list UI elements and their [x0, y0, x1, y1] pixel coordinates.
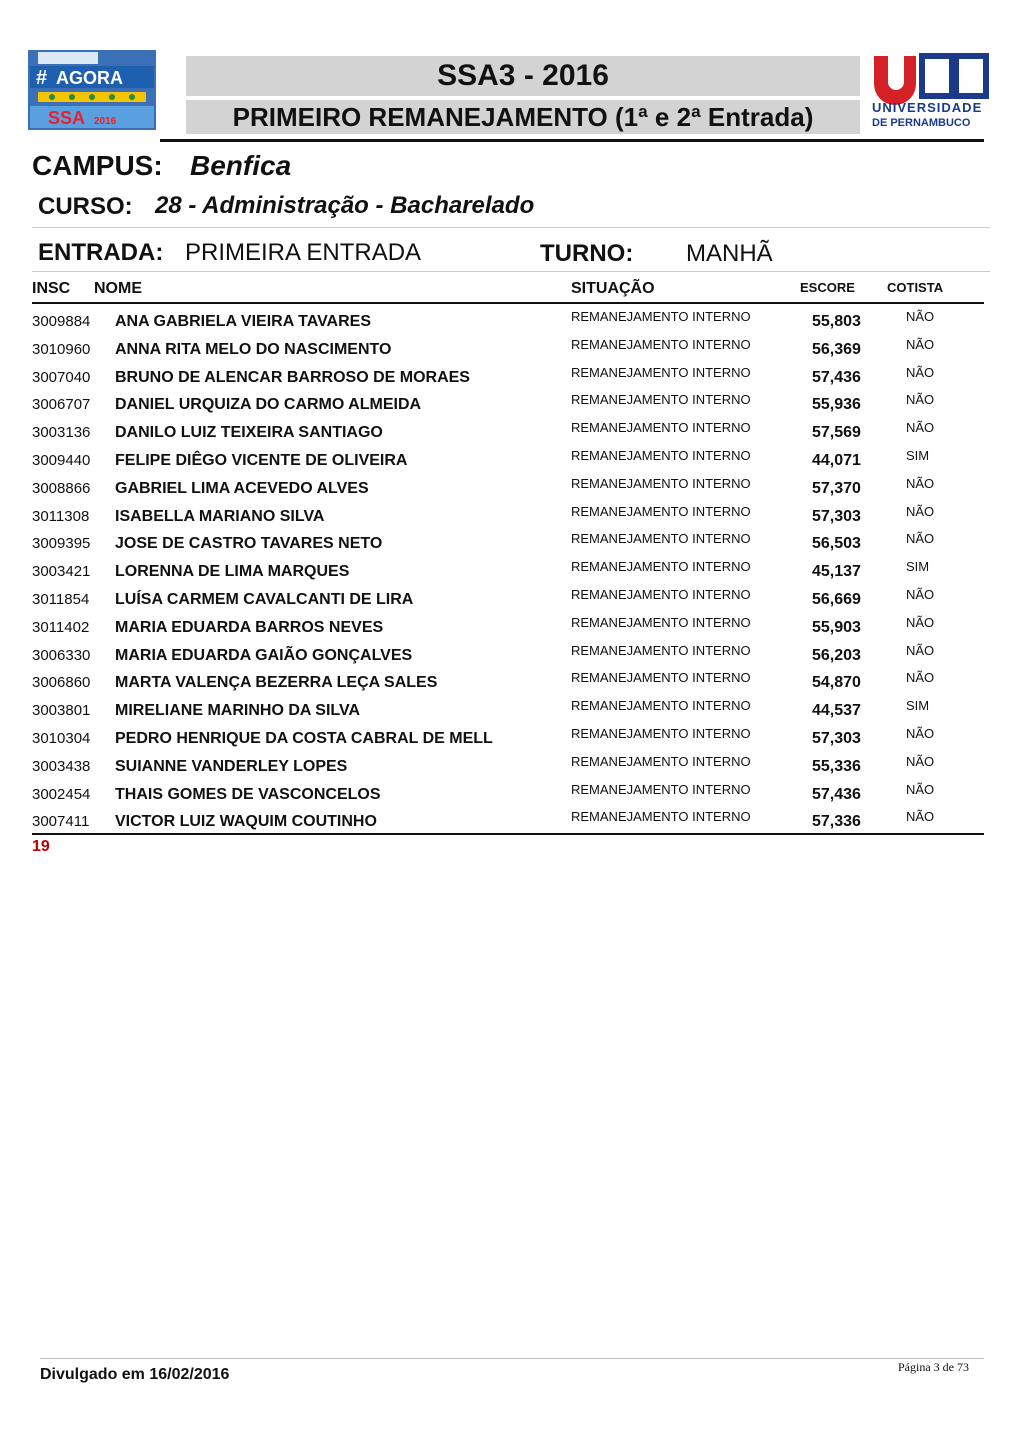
cell-nome: PEDRO HENRIQUE DA COSTA CABRAL DE MELL — [115, 729, 493, 747]
cell-insc: 3010960 — [32, 340, 91, 358]
table-header-divider — [32, 302, 984, 304]
svg-text:UNIVERSIDADE: UNIVERSIDADE — [872, 100, 983, 115]
cell-nome: MARIA EDUARDA BARROS NEVES — [115, 618, 384, 636]
cell-insc: 3011308 — [32, 507, 90, 525]
turno-value: MANHÃ — [686, 240, 773, 267]
table-row — [0, 556, 1024, 584]
cell-nome: ANNA RITA MELO DO NASCIMENTO — [115, 340, 392, 358]
table-row — [0, 334, 1024, 362]
cell-escore: 57,303 — [812, 729, 861, 747]
document-title: SSA3 - 2016 — [186, 56, 860, 96]
cell-insc: 3007040 — [32, 368, 91, 386]
cell-nome: BRUNO DE ALENCAR BARROSO DE MORAES — [115, 368, 470, 386]
page-number: Página 3 de 73 — [898, 1360, 969, 1374]
cell-nome: MARTA VALENÇA BEZERRA LEÇA SALES — [115, 674, 438, 692]
cell-escore: 56,669 — [812, 590, 861, 608]
cell-escore: 44,071 — [812, 451, 861, 469]
cell-cotista: NÃO — [906, 670, 935, 686]
cell-escore: 57,569 — [812, 424, 861, 442]
cell-nome: DANILO LUIZ TEIXEIRA SANTIAGO — [115, 424, 383, 442]
cell-insc: 3003801 — [32, 702, 91, 720]
cell-nome: THAIS GOMES DE VASCONCELOS — [115, 785, 381, 803]
svg-text:AGORA: AGORA — [56, 68, 123, 88]
cell-escore: 45,137 — [812, 563, 861, 581]
column-header-insc: INSC — [32, 280, 71, 297]
cell-situacao: REMANEJAMENTO INTERNO — [571, 670, 751, 686]
published-date: Divulgado em 16/02/2016 — [40, 1366, 230, 1383]
table-row — [0, 667, 1024, 695]
cell-escore: 57,336 — [812, 813, 861, 831]
cell-insc: 3009440 — [32, 451, 91, 469]
cell-situacao: REMANEJAMENTO INTERNO — [571, 364, 751, 380]
cell-nome: MARIA EDUARDA GAIÃO GONÇALVES — [115, 646, 413, 664]
cell-cotista: NÃO — [906, 531, 935, 547]
table-row — [0, 389, 1024, 417]
cell-insc: 3008866 — [32, 479, 91, 497]
cell-escore: 55,903 — [812, 618, 861, 636]
table-row — [0, 779, 1024, 807]
entrada-value: PRIMEIRA ENTRADA — [185, 239, 422, 266]
svg-text:2016: 2016 — [94, 116, 117, 127]
entrada-label: ENTRADA: — [38, 239, 164, 266]
cell-cotista: NÃO — [906, 642, 935, 658]
ssa-agora-logo — [28, 50, 156, 130]
cell-escore: 55,803 — [812, 313, 861, 330]
cell-situacao: REMANEJAMENTO INTERNO — [571, 503, 751, 519]
table-bottom-divider — [32, 833, 984, 835]
table-row — [0, 417, 1024, 445]
table-row — [0, 640, 1024, 668]
svg-text:SSA: SSA — [48, 108, 86, 128]
svg-text:DE PERNAMBUCO: DE PERNAMBUCO — [872, 117, 971, 128]
divider — [32, 227, 990, 228]
cell-insc: 3003421 — [32, 563, 91, 581]
cell-situacao: REMANEJAMENTO INTERNO — [571, 475, 751, 491]
svg-text:#: # — [36, 67, 48, 89]
cell-cotista: NÃO — [906, 614, 935, 630]
cell-situacao: REMANEJAMENTO INTERNO — [571, 336, 751, 352]
campus-label: CAMPUS: — [32, 150, 163, 181]
table-row — [0, 362, 1024, 390]
cell-escore: 56,203 — [812, 646, 861, 664]
footer-divider — [40, 1358, 984, 1359]
curso-label: CURSO: — [38, 193, 133, 220]
cell-situacao: REMANEJAMENTO INTERNO — [571, 392, 751, 408]
cell-insc: 3011402 — [32, 618, 90, 636]
cell-nome: DANIEL URQUIZA DO CARMO ALMEIDA — [115, 396, 422, 414]
cell-cotista: NÃO — [906, 309, 935, 324]
cell-situacao: REMANEJAMENTO INTERNO — [571, 725, 751, 741]
cell-cotista: NÃO — [906, 725, 935, 741]
cell-situacao: REMANEJAMENTO INTERNO — [571, 642, 751, 658]
cell-nome: GABRIEL LIMA ACEVEDO ALVES — [115, 479, 369, 497]
cell-cotista: SIM — [906, 559, 930, 575]
cell-escore: 56,369 — [812, 340, 861, 358]
table-row — [0, 445, 1024, 473]
cell-escore: 55,336 — [812, 757, 861, 775]
curso-value: 28 - Administração - Bacharelado — [155, 192, 535, 219]
cell-situacao: REMANEJAMENTO INTERNO — [571, 309, 751, 324]
cell-insc: 3002454 — [32, 785, 91, 803]
cell-insc: 3003136 — [32, 424, 91, 442]
cell-situacao: REMANEJAMENTO INTERNO — [571, 420, 751, 436]
cell-insc: 3006707 — [32, 396, 91, 414]
column-header-nome: NOME — [94, 280, 142, 297]
cell-cotista: NÃO — [906, 503, 935, 519]
cell-insc: 3007411 — [32, 813, 90, 831]
cell-nome: SUIANNE VANDERLEY LOPES — [115, 757, 348, 775]
document-subtitle: PRIMEIRO REMANEJAMENTO (1ª e 2ª Entrada) — [186, 100, 860, 134]
cell-situacao: REMANEJAMENTO INTERNO — [571, 753, 751, 769]
cell-nome: MIRELIANE MARINHO DA SILVA — [115, 702, 361, 720]
cell-cotista: NÃO — [906, 586, 935, 602]
cell-insc: 3009395 — [32, 535, 91, 553]
table-row — [0, 612, 1024, 640]
cell-cotista: NÃO — [906, 809, 935, 825]
header-divider — [160, 139, 984, 142]
cell-cotista: NÃO — [906, 753, 935, 769]
table-row — [0, 501, 1024, 529]
cell-cotista: NÃO — [906, 364, 935, 380]
cell-cotista: NÃO — [906, 420, 935, 436]
cell-nome: VICTOR LUIZ WAQUIM COUTINHO — [115, 813, 377, 831]
cell-nome: FELIPE DIÊGO VICENTE DE OLIVEIRA — [115, 451, 408, 469]
cell-insc: 3009884 — [32, 313, 91, 330]
table-row — [0, 695, 1024, 723]
cell-escore: 56,503 — [812, 535, 861, 553]
table-row — [0, 751, 1024, 779]
cell-insc: 3003438 — [32, 757, 91, 775]
cell-escore: 57,436 — [812, 785, 861, 803]
cell-insc: 3006330 — [32, 646, 91, 664]
column-header-situacao: SITUAÇÃO — [571, 280, 655, 297]
cell-insc: 3011854 — [32, 590, 90, 608]
turno-label: TURNO: — [540, 240, 634, 267]
cell-cotista: NÃO — [906, 781, 935, 797]
cell-escore: 57,436 — [812, 368, 861, 386]
cell-situacao: REMANEJAMENTO INTERNO — [571, 447, 751, 463]
cell-escore: 54,870 — [812, 674, 861, 692]
cell-insc: 3010304 — [32, 729, 91, 747]
cell-situacao: REMANEJAMENTO INTERNO — [571, 531, 751, 547]
campus-value: Benfica — [190, 150, 292, 181]
cell-escore: 57,303 — [812, 507, 861, 525]
cell-escore: 44,537 — [812, 702, 861, 720]
table-row — [0, 528, 1024, 556]
cell-insc: 3006860 — [32, 674, 91, 692]
table-row — [0, 723, 1024, 751]
table-row — [0, 584, 1024, 612]
cell-cotista: NÃO — [906, 336, 935, 352]
cell-cotista: SIM — [906, 447, 930, 463]
column-header-cotista: COTISTA — [887, 280, 944, 295]
cell-situacao: REMANEJAMENTO INTERNO — [571, 586, 751, 602]
total-count: 19 — [32, 838, 50, 855]
cell-situacao: REMANEJAMENTO INTERNO — [571, 809, 751, 825]
cell-escore: 57,370 — [812, 479, 861, 497]
table-row — [0, 473, 1024, 501]
cell-cotista: NÃO — [906, 475, 935, 491]
cell-nome: ANA GABRIELA VIEIRA TAVARES — [115, 313, 372, 330]
cell-situacao: REMANEJAMENTO INTERNO — [571, 559, 751, 575]
cell-situacao: REMANEJAMENTO INTERNO — [571, 614, 751, 630]
table-row — [0, 806, 1024, 834]
cell-cotista: SIM — [906, 698, 930, 714]
results-table — [0, 306, 1024, 834]
cell-cotista: NÃO — [906, 392, 935, 408]
cell-nome: LORENNA DE LIMA MARQUES — [115, 563, 350, 581]
cell-escore: 55,936 — [812, 396, 861, 414]
cell-nome: ISABELLA MARIANO SILVA — [115, 507, 325, 525]
cell-nome: LUÍSA CARMEM CAVALCANTI DE LIRA — [115, 590, 414, 608]
divider — [32, 271, 990, 272]
table-row — [0, 306, 1024, 334]
column-header-escore: ESCORE — [800, 280, 855, 295]
cell-nome: JOSE DE CASTRO TAVARES NETO — [115, 535, 383, 553]
upe-logo — [868, 52, 992, 128]
cell-situacao: REMANEJAMENTO INTERNO — [571, 781, 751, 797]
cell-situacao: REMANEJAMENTO INTERNO — [571, 698, 751, 714]
